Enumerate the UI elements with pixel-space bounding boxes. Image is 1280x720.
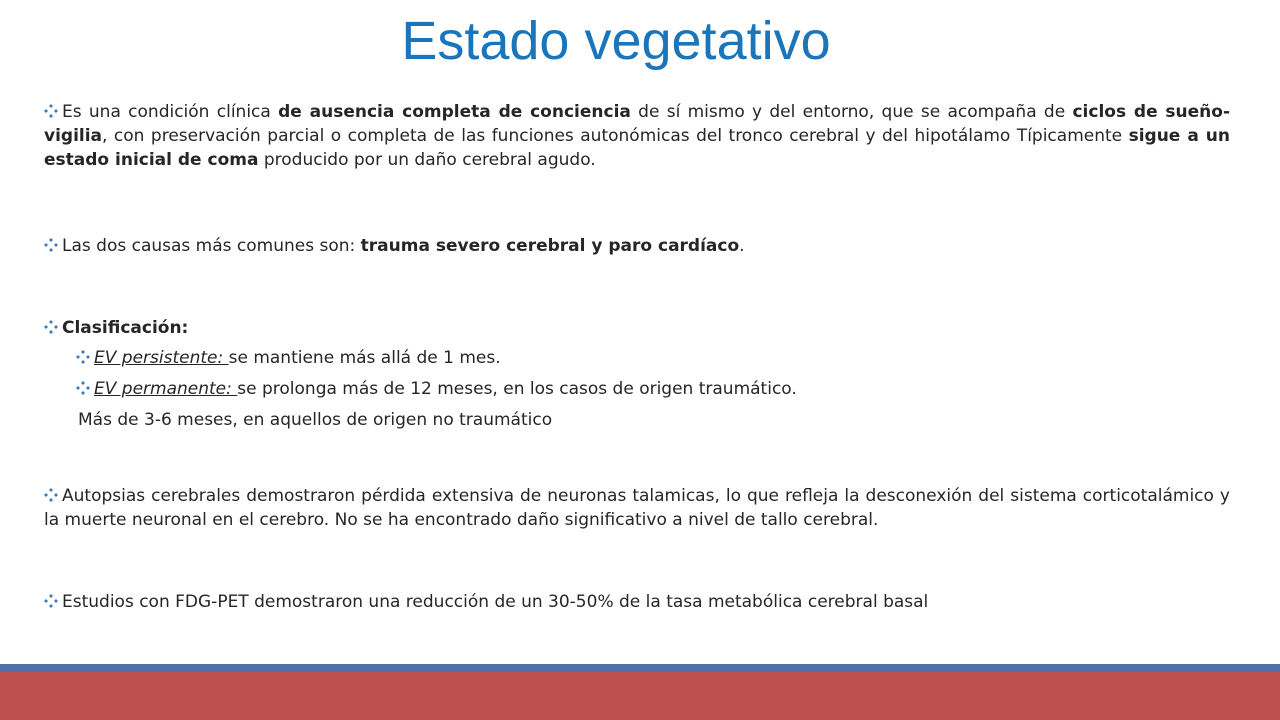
diamond-bullet-icon — [76, 381, 90, 395]
classification-item-persistent: EV persistente: se mantiene más allá de 1 mes. — [76, 346, 1226, 370]
diamond-bullet-icon — [44, 594, 58, 608]
paragraph-autopsies: Autopsias cerebrales demostraron pérdida extensiva de neuronas talamicas, lo que refleja la desconexión del sistema corticotalámico y la muerte neuronal en el cerebro. No se ha encontrado daño significativo a nivel de tallo cerebral. — [44, 486, 1230, 530]
footer-band-red — [0, 672, 1280, 720]
classification-heading: Clasificación: — [44, 316, 1230, 340]
slide-title: Estado vegetativo — [401, 11, 831, 71]
paragraph-causes: Las dos causas más comunes son: trauma severo cerebral y paro cardíaco. — [44, 234, 1230, 258]
diamond-bullet-icon — [44, 238, 58, 252]
diamond-bullet-icon — [44, 488, 58, 502]
diamond-bullet-icon — [44, 320, 58, 334]
paragraph-definition: Es una condición clínica de ausencia completa de conciencia de sí mismo y del entorno, que se acompaña de ciclos de sueño-vigilia, con preservación parcial o completa de las funciones autonómicas del tronco cerebral y del hipotálamo Típicamente sigue a un estado inicial de coma producido por un daño cerebral agudo. — [44, 102, 1231, 170]
footer-stripe-blue — [0, 664, 1280, 672]
diamond-bullet-icon — [76, 350, 90, 364]
classification-item-permanent: EV permanente: se prolonga más de 12 meses, en los casos de origen traumático. — [76, 377, 1226, 401]
diamond-bullet-icon — [44, 104, 58, 118]
paragraph-pet-studies: Estudios con FDG-PET demostraron una reducción de un 30-50% de la tasa metabólica cerebral basal — [44, 590, 1230, 614]
classification-item-permanent-continuation: Más de 3-6 meses, en aquellos de origen no traumático — [78, 410, 553, 430]
